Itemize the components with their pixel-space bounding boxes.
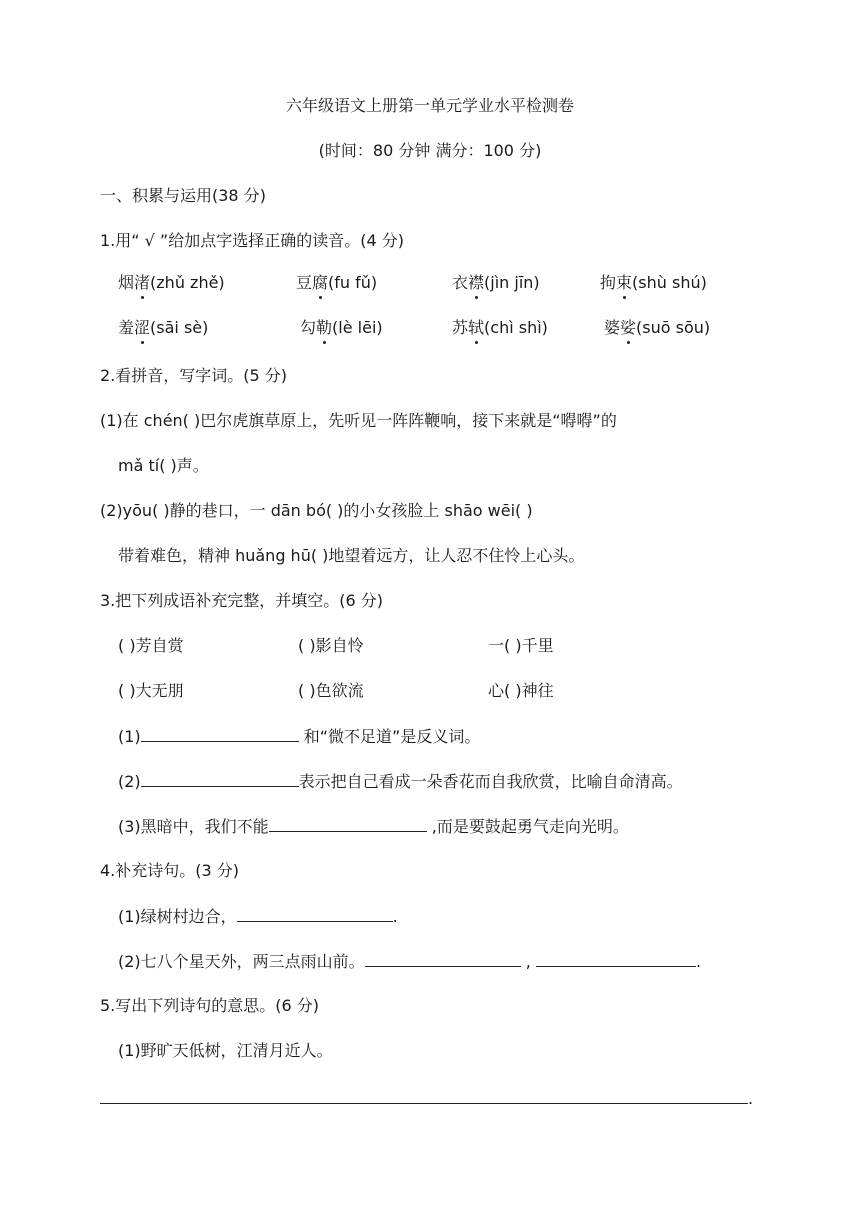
pinyin-choice-item: 拘束(shù shú) xyxy=(600,273,707,292)
question-3-heading: 3.把下列成语补充完整，并填空。(6 分) xyxy=(100,591,384,610)
dotted-char: 涩 xyxy=(134,318,151,337)
question-2-line: (1)在 chén( )巴尔虎旗草原上，先听见一阵阵鞭响，接下来就是“嘚嘚”的 xyxy=(100,411,617,430)
answer-blank[interactable] xyxy=(141,770,299,787)
fill-in-line: (1)绿树村边合， . xyxy=(118,907,398,926)
idiom-item: 一( )千里 xyxy=(488,636,554,655)
question-2-line: 带着难色，精神 huǎng hū( )地望着远方，让人忍不住怜上心头。 xyxy=(118,546,585,565)
question-2-line: mǎ tí( )声。 xyxy=(118,456,209,475)
pinyin-choice-item: 豆腐(fu fǔ) xyxy=(296,273,378,292)
idiom-item: ( )影自怜 xyxy=(298,636,364,655)
answer-line[interactable] xyxy=(100,1103,748,1104)
dotted-char: 娑 xyxy=(620,318,637,337)
question-1-heading: 1.用“ √ ”给加点字选择正确的读音。(4 分) xyxy=(100,231,404,250)
idiom-item: ( )大无朋 xyxy=(118,681,184,700)
answer-blank[interactable] xyxy=(536,950,696,967)
poem-line: (1)野旷天低树，江清月近人。 xyxy=(118,1041,333,1060)
dotted-char: 渚 xyxy=(134,273,151,292)
pinyin-choice-item: 苏轼(chì shì) xyxy=(452,318,548,337)
question-5-heading: 5.写出下列诗句的意思。(6 分) xyxy=(100,996,320,1015)
answer-blank[interactable] xyxy=(269,815,427,832)
pinyin-choice-item: 烟渚(zhǔ zhě) xyxy=(118,273,225,292)
fill-in-line: (2) 表示把自己看成一朵香花而自我欣赏，比喻自命清高。 xyxy=(118,772,683,791)
fill-in-line: (2)七八个星天外，两三点雨山前。 , . xyxy=(118,952,702,971)
page-title: 六年级语文上册第一单元学业水平检测卷 xyxy=(285,96,574,115)
idiom-item: 心( )神往 xyxy=(488,681,554,700)
pinyin-choice-item: 婆娑(suō sōu) xyxy=(604,318,711,337)
fill-in-line: (1) 和“微不足道”是反义词。 xyxy=(118,727,481,746)
pinyin-choice-item: 衣襟(jìn jīn) xyxy=(452,273,540,292)
idiom-item: ( )芳自赏 xyxy=(118,636,184,655)
section-heading: 一、积累与运用(38 分) xyxy=(100,186,266,205)
answer-line-end: . xyxy=(748,1089,754,1108)
question-2-heading: 2.看拼音，写字词。(5 分) xyxy=(100,366,288,385)
dotted-char: 腐 xyxy=(312,273,329,292)
answer-blank[interactable] xyxy=(365,950,521,967)
dotted-char: 束 xyxy=(616,273,633,292)
answer-blank[interactable] xyxy=(141,725,299,742)
dotted-char: 襟 xyxy=(468,273,485,292)
dotted-char: 勒 xyxy=(316,318,333,337)
fill-in-line: (3)黑暗中，我们不能 ,而是要鼓起勇气走向光明。 xyxy=(118,817,629,836)
question-2-line: (2)yōu( )静的巷口，一 dān bó( )的小女孩脸上 shāo wēi( ) xyxy=(100,501,533,520)
dotted-char: 轼 xyxy=(468,318,485,337)
pinyin-choice-item: 羞涩(sāi sè) xyxy=(118,318,209,337)
idiom-item: ( )色欲流 xyxy=(298,681,364,700)
pinyin-choice-item: 勾勒(lè lēi) xyxy=(300,318,383,337)
answer-blank[interactable] xyxy=(237,905,393,922)
question-4-heading: 4.补充诗句。(3 分) xyxy=(100,861,240,880)
page-subtitle: (时间：80 分钟 满分：100 分) xyxy=(318,141,542,160)
